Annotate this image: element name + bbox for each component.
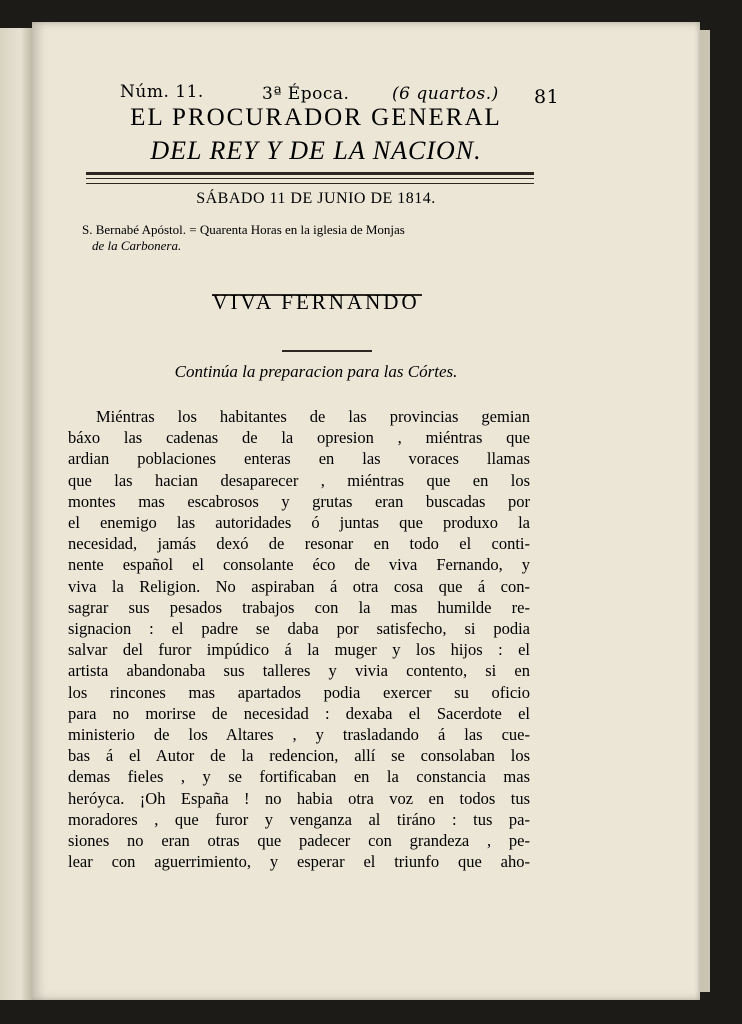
body-line: nente español el consolante éco de viva Fernando, y (68, 555, 530, 575)
body-line: para no morirse de necesidad : dexaba el Sacerdote el (68, 703, 530, 723)
body-line: lear con aguerrimiento, y esperar el triunfo que aho- (68, 852, 530, 872)
body-line: bas á el Autor de la redencion, allí se consolaban los (68, 746, 530, 766)
body-line: los rincones mas apartados podia exercer su oficio (68, 682, 530, 702)
section-title: VIVA FERNANDO (212, 290, 420, 314)
body-line: demas fieles , y se fortificaban en la constancia mas (68, 767, 530, 787)
header-rule-thin-2 (86, 183, 534, 184)
body-line: Miéntras los habitantes de las provincias gemian (96, 407, 530, 426)
body-line: signacion : el padre se daba por satisfecho, si podia (68, 619, 530, 639)
left-page-edge (0, 28, 34, 1000)
body-line: artista abandonaba sus talleres y vivia contento, si en (68, 661, 530, 681)
body-line: salvar del furor impúdico á la muger y los hijos : el (68, 640, 530, 660)
body-line: heróyca. ¡Oh España ! no habia otra voz en todos tus (68, 788, 530, 808)
body-line: que las hacian desaparecer , miéntras que en los (68, 470, 530, 490)
saints-line-1: S. Bernabé Apóstol. = Quarenta Horas en la iglesia de Monjas (82, 222, 405, 237)
body-line: moradores , que furor y venganza al tiráno : tus pa- (68, 809, 530, 829)
saints-line-2: de la Carbonera. (92, 238, 182, 253)
body-line: ardian poblaciones enteras en las voraces llamas (68, 449, 530, 469)
newspaper-title: EL PROCURADOR GENERAL (130, 104, 502, 131)
body-line: el enemigo las autoridades ó juntas que produxo la (68, 513, 530, 533)
body-line: necesidad, jamás dexó de resonar en todo el conti- (68, 534, 530, 554)
issue-number: Núm. 11. (120, 82, 204, 102)
body-line: sagrar sus pesados trabajos con la mas humilde re- (68, 597, 530, 617)
page-number: 81 (534, 86, 560, 108)
body-line: siones no eran otras que padecer con grandeza , pe- (68, 831, 530, 851)
body-line: báxo las cadenas de la opresion , miéntras que (68, 428, 530, 448)
saints-of-day (82, 222, 542, 254)
body-line: montes mas escabrosos y grutas eran buscadas por (68, 491, 530, 511)
body-line: ministerio de los Altares , y trasladando á las cue- (68, 725, 530, 745)
article-body (68, 406, 530, 872)
ornament-rule-bottom (282, 350, 372, 352)
newspaper-subtitle: DEL REY Y DE LA NACION. (150, 136, 482, 165)
issue-date: SÁBADO 11 DE JUNIO DE 1814. (196, 190, 436, 207)
article-subtitle: Continúa la preparacion para las Córtes. (174, 362, 458, 381)
issue-epoch: 3ª Época. (262, 84, 350, 104)
header-rule-thin (86, 178, 534, 179)
header-rule-thick (86, 172, 534, 175)
issue-price: (6 quartos.) (392, 84, 499, 104)
body-line: viva la Religion. No aspiraban á otra cosa que á con- (68, 576, 530, 596)
